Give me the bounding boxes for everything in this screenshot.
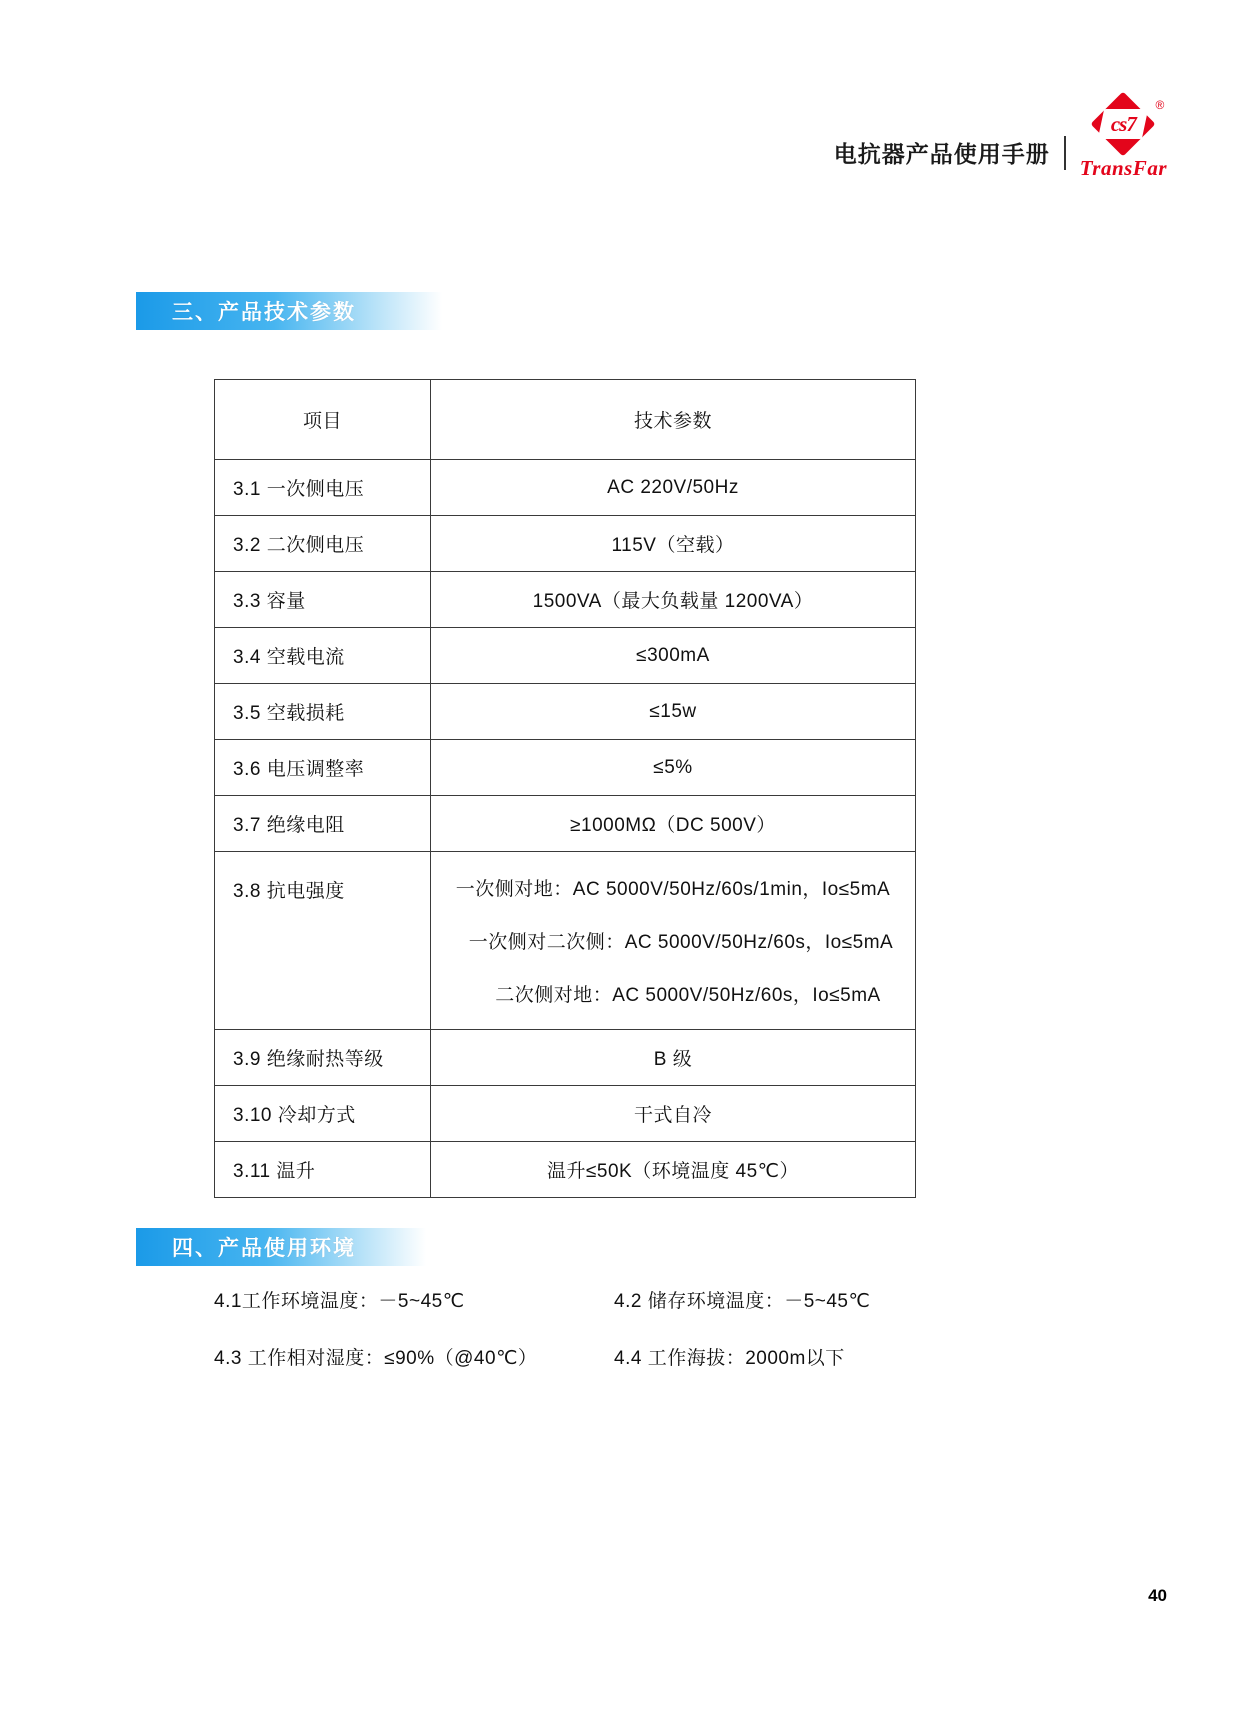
table-row — [215, 1086, 916, 1142]
registered-trademark-icon: ® — [1155, 98, 1165, 112]
row-item-value-multiline — [431, 852, 916, 1030]
brand-name: TransFar — [1079, 156, 1167, 180]
env-item-altitude: 4.4 工作海拔：2000m以下 — [614, 1348, 845, 1369]
dielectric-line-3: 二次侧对地：AC 5000V/50Hz/60s，Io≤5mA — [495, 985, 881, 1006]
brand-mark-text: cs7 — [1110, 111, 1136, 136]
brand-logo — [1080, 96, 1167, 181]
table-row — [215, 572, 916, 628]
row-item-label: 3.10 冷却方式 — [215, 1086, 431, 1142]
row-item-label: 3.6 电压调整率 — [215, 740, 431, 796]
table-row — [215, 460, 916, 516]
row-item-value: ≤300mA — [431, 628, 916, 684]
table-row — [215, 1142, 916, 1198]
row-item-value: B 级 — [431, 1030, 916, 1086]
table-header-value: 技术参数 — [431, 380, 916, 460]
row-item-value: AC 220V/50Hz — [431, 460, 916, 516]
header-divider — [1064, 136, 1066, 170]
row-item-value: 1500VA（最大负载量 1200VA） — [431, 572, 916, 628]
row-item-label: 3.1 一次侧电压 — [215, 460, 431, 516]
environment-row — [214, 1343, 954, 1370]
row-item-value: 115V（空载） — [431, 516, 916, 572]
row-item-label: 3.2 二次侧电压 — [215, 516, 431, 572]
page-number: 40 — [1148, 1586, 1167, 1605]
env-item-relative-humidity: 4.3 工作相对湿度：≤90%（@40℃） — [214, 1348, 538, 1369]
page-header — [834, 96, 1167, 181]
section-heading-tech-params — [136, 292, 442, 330]
table-row — [215, 1030, 916, 1086]
dielectric-line-2: 一次侧对二次侧：AC 5000V/50Hz/60s，Io≤5mA — [468, 932, 894, 953]
table-row-dielectric-strength — [215, 852, 916, 1030]
section-heading-label: 四、产品使用环境 — [172, 1237, 356, 1260]
env-item-storage-temperature: 4.2 储存环境温度：－5~45℃ — [614, 1291, 871, 1312]
environment-specs — [214, 1286, 954, 1400]
row-item-label: 3.5 空载损耗 — [215, 684, 431, 740]
row-item-value: 干式自冷 — [431, 1086, 916, 1142]
row-item-value: ≤15w — [431, 684, 916, 740]
env-item-working-temperature: 4.1工作环境温度：－5~45℃ — [214, 1291, 465, 1312]
row-item-label: 3.8 抗电强度 — [215, 852, 431, 1030]
row-item-label: 3.9 绝缘耐热等级 — [215, 1030, 431, 1086]
tech-parameters-table — [214, 379, 916, 1198]
diamond-logo-icon — [1080, 96, 1166, 154]
table-header-item: 项目 — [215, 380, 431, 460]
row-item-value: ≤5% — [431, 740, 916, 796]
environment-row — [214, 1286, 954, 1313]
section-heading-environment — [136, 1228, 426, 1266]
dielectric-line-1: 一次侧对地：AC 5000V/50Hz/60s/1min，Io≤5mA — [455, 879, 891, 900]
table-row — [215, 740, 916, 796]
section-heading-label: 三、产品技术参数 — [172, 301, 356, 324]
table-row — [215, 684, 916, 740]
table-row — [215, 796, 916, 852]
row-item-value: 温升≤50K（环境温度 45℃） — [431, 1142, 916, 1198]
table-header-row — [215, 380, 916, 460]
row-item-label: 3.7 绝缘电阻 — [215, 796, 431, 852]
manual-title: 电抗器产品使用手册 — [833, 141, 1050, 167]
table-row — [215, 516, 916, 572]
table-row — [215, 628, 916, 684]
row-item-label: 3.3 容量 — [215, 572, 431, 628]
row-item-value: ≥1000MΩ（DC 500V） — [431, 796, 916, 852]
row-item-label: 3.4 空载电流 — [215, 628, 431, 684]
row-item-label: 3.11 温升 — [215, 1142, 431, 1198]
